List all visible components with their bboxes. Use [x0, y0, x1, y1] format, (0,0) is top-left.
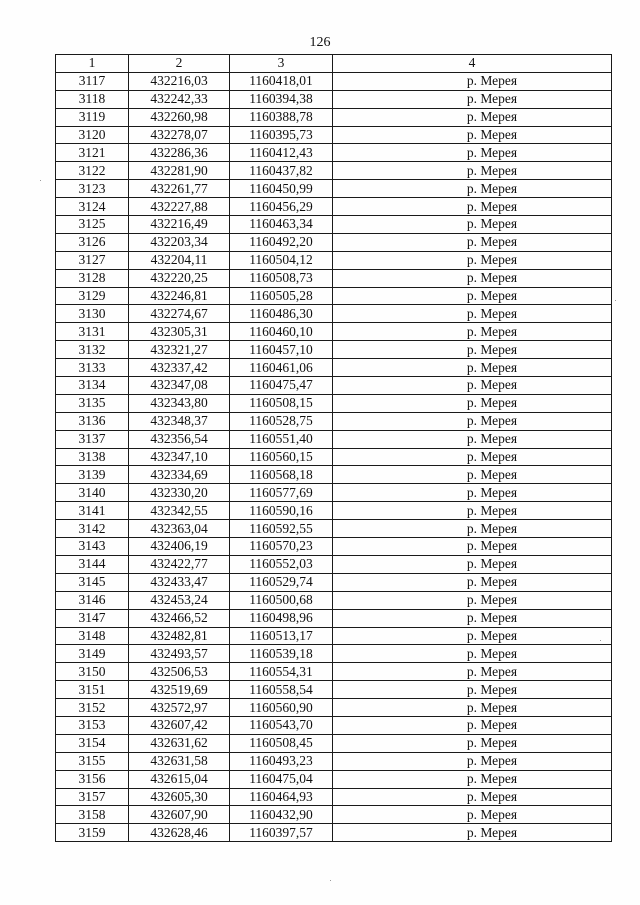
- y-coordinate-cell: 1160475,04: [230, 770, 333, 788]
- x-coordinate-cell: 432274,67: [129, 305, 230, 323]
- table-row: [56, 323, 612, 341]
- point-number-cell: 3154: [56, 734, 129, 752]
- object-name-cell: р. Мерея: [333, 788, 612, 806]
- x-coordinate-cell: 432607,90: [129, 806, 230, 824]
- x-coordinate-cell: 432628,46: [129, 824, 230, 842]
- y-coordinate-cell: 1160513,17: [230, 627, 333, 645]
- table-row: [56, 824, 612, 842]
- table-row: [56, 448, 612, 466]
- x-coordinate-cell: 432519,69: [129, 681, 230, 699]
- table-row: [56, 591, 612, 609]
- y-coordinate-cell: 1160505,28: [230, 287, 333, 305]
- table-row: [56, 734, 612, 752]
- point-number-cell: 3134: [56, 377, 129, 395]
- object-name-cell: р. Мерея: [333, 627, 612, 645]
- x-coordinate-cell: 432286,36: [129, 144, 230, 162]
- y-coordinate-cell: 1160464,93: [230, 788, 333, 806]
- point-number-cell: 3121: [56, 144, 129, 162]
- object-name-cell: р. Мерея: [333, 394, 612, 412]
- x-coordinate-cell: 432347,10: [129, 448, 230, 466]
- table-row: [56, 162, 612, 180]
- object-name-cell: р. Мерея: [333, 305, 612, 323]
- y-coordinate-cell: 1160432,90: [230, 806, 333, 824]
- object-name-cell: р. Мерея: [333, 573, 612, 591]
- point-number-cell: 3146: [56, 591, 129, 609]
- x-coordinate-cell: 432216,49: [129, 216, 230, 234]
- object-name-cell: р. Мерея: [333, 72, 612, 90]
- object-name-cell: р. Мерея: [333, 484, 612, 502]
- x-coordinate-cell: 432605,30: [129, 788, 230, 806]
- point-number-cell: 3153: [56, 716, 129, 734]
- x-coordinate-cell: 432631,62: [129, 734, 230, 752]
- object-name-cell: р. Мерея: [333, 716, 612, 734]
- y-coordinate-cell: 1160456,29: [230, 198, 333, 216]
- table-row: [56, 108, 612, 126]
- object-name-cell: р. Мерея: [333, 538, 612, 556]
- object-name-cell: р. Мерея: [333, 699, 612, 717]
- point-number-cell: 3150: [56, 663, 129, 681]
- x-coordinate-cell: 432305,31: [129, 323, 230, 341]
- table-row: [56, 663, 612, 681]
- table-row: [56, 555, 612, 573]
- point-number-cell: 3158: [56, 806, 129, 824]
- x-coordinate-cell: 432631,58: [129, 752, 230, 770]
- y-coordinate-cell: 1160450,99: [230, 180, 333, 198]
- y-coordinate-cell: 1160418,01: [230, 72, 333, 90]
- x-coordinate-cell: 432433,47: [129, 573, 230, 591]
- table-row: [56, 520, 612, 538]
- table-row: [56, 72, 612, 90]
- y-coordinate-cell: 1160577,69: [230, 484, 333, 502]
- table-row: [56, 752, 612, 770]
- point-number-cell: 3127: [56, 251, 129, 269]
- object-name-cell: р. Мерея: [333, 359, 612, 377]
- scan-speck: [40, 180, 41, 181]
- table-row: [56, 251, 612, 269]
- y-coordinate-cell: 1160539,18: [230, 645, 333, 663]
- x-coordinate-cell: 432493,57: [129, 645, 230, 663]
- point-number-cell: 3132: [56, 341, 129, 359]
- y-coordinate-cell: 1160508,15: [230, 394, 333, 412]
- table-row: [56, 269, 612, 287]
- y-coordinate-cell: 1160558,54: [230, 681, 333, 699]
- table-row: [56, 770, 612, 788]
- y-coordinate-cell: 1160460,10: [230, 323, 333, 341]
- x-coordinate-cell: 432337,42: [129, 359, 230, 377]
- column-header-1: 1: [56, 55, 129, 73]
- y-coordinate-cell: 1160498,96: [230, 609, 333, 627]
- point-number-cell: 3155: [56, 752, 129, 770]
- object-name-cell: р. Мерея: [333, 233, 612, 251]
- table-row: [56, 627, 612, 645]
- y-coordinate-cell: 1160508,45: [230, 734, 333, 752]
- object-name-cell: р. Мерея: [333, 126, 612, 144]
- y-coordinate-cell: 1160570,23: [230, 538, 333, 556]
- y-coordinate-cell: 1160508,73: [230, 269, 333, 287]
- table-row: [56, 287, 612, 305]
- table-row: [56, 573, 612, 591]
- table-row: [56, 233, 612, 251]
- y-coordinate-cell: 1160560,90: [230, 699, 333, 717]
- point-number-cell: 3140: [56, 484, 129, 502]
- x-coordinate-cell: 432242,33: [129, 90, 230, 108]
- y-coordinate-cell: 1160560,15: [230, 448, 333, 466]
- table-row: [56, 412, 612, 430]
- object-name-cell: р. Мерея: [333, 466, 612, 484]
- y-coordinate-cell: 1160543,70: [230, 716, 333, 734]
- y-coordinate-cell: 1160500,68: [230, 591, 333, 609]
- y-coordinate-cell: 1160492,20: [230, 233, 333, 251]
- y-coordinate-cell: 1160397,57: [230, 824, 333, 842]
- y-coordinate-cell: 1160528,75: [230, 412, 333, 430]
- point-number-cell: 3145: [56, 573, 129, 591]
- point-number-cell: 3139: [56, 466, 129, 484]
- object-name-cell: р. Мерея: [333, 591, 612, 609]
- point-number-cell: 3126: [56, 233, 129, 251]
- y-coordinate-cell: 1160463,34: [230, 216, 333, 234]
- object-name-cell: р. Мерея: [333, 341, 612, 359]
- object-name-cell: р. Мерея: [333, 645, 612, 663]
- object-name-cell: р. Мерея: [333, 609, 612, 627]
- x-coordinate-cell: 432278,07: [129, 126, 230, 144]
- y-coordinate-cell: 1160461,06: [230, 359, 333, 377]
- x-coordinate-cell: 432453,24: [129, 591, 230, 609]
- point-number-cell: 3152: [56, 699, 129, 717]
- y-coordinate-cell: 1160475,47: [230, 377, 333, 395]
- y-coordinate-cell: 1160592,55: [230, 520, 333, 538]
- object-name-cell: р. Мерея: [333, 162, 612, 180]
- object-name-cell: р. Мерея: [333, 770, 612, 788]
- table-row: [56, 359, 612, 377]
- x-coordinate-cell: 432342,55: [129, 502, 230, 520]
- x-coordinate-cell: 432572,97: [129, 699, 230, 717]
- object-name-cell: р. Мерея: [333, 269, 612, 287]
- object-name-cell: р. Мерея: [333, 663, 612, 681]
- object-name-cell: р. Мерея: [333, 412, 612, 430]
- table-row: [56, 430, 612, 448]
- point-number-cell: 3135: [56, 394, 129, 412]
- point-number-cell: 3151: [56, 681, 129, 699]
- scan-speck: [330, 880, 331, 881]
- x-coordinate-cell: 432348,37: [129, 412, 230, 430]
- y-coordinate-cell: 1160552,03: [230, 555, 333, 573]
- x-coordinate-cell: 432466,52: [129, 609, 230, 627]
- point-number-cell: 3141: [56, 502, 129, 520]
- y-coordinate-cell: 1160395,73: [230, 126, 333, 144]
- x-coordinate-cell: 432216,03: [129, 72, 230, 90]
- table-row: [56, 645, 612, 663]
- point-number-cell: 3137: [56, 430, 129, 448]
- y-coordinate-cell: 1160412,43: [230, 144, 333, 162]
- table-row: [56, 90, 612, 108]
- y-coordinate-cell: 1160457,10: [230, 341, 333, 359]
- point-number-cell: 3122: [56, 162, 129, 180]
- object-name-cell: р. Мерея: [333, 555, 612, 573]
- object-name-cell: р. Мерея: [333, 323, 612, 341]
- y-coordinate-cell: 1160504,12: [230, 251, 333, 269]
- point-number-cell: 3147: [56, 609, 129, 627]
- object-name-cell: р. Мерея: [333, 108, 612, 126]
- object-name-cell: р. Мерея: [333, 287, 612, 305]
- object-name-cell: р. Мерея: [333, 377, 612, 395]
- y-coordinate-cell: 1160551,40: [230, 430, 333, 448]
- y-coordinate-cell: 1160437,82: [230, 162, 333, 180]
- point-number-cell: 3130: [56, 305, 129, 323]
- y-coordinate-cell: 1160493,23: [230, 752, 333, 770]
- table-row: [56, 394, 612, 412]
- y-coordinate-cell: 1160568,18: [230, 466, 333, 484]
- scan-speck: [600, 640, 601, 641]
- scan-speck: [615, 300, 616, 301]
- x-coordinate-cell: 432220,25: [129, 269, 230, 287]
- x-coordinate-cell: 432281,90: [129, 162, 230, 180]
- x-coordinate-cell: 432607,42: [129, 716, 230, 734]
- point-number-cell: 3120: [56, 126, 129, 144]
- y-coordinate-cell: 1160590,16: [230, 502, 333, 520]
- x-coordinate-cell: 432321,27: [129, 341, 230, 359]
- point-number-cell: 3149: [56, 645, 129, 663]
- y-coordinate-cell: 1160554,31: [230, 663, 333, 681]
- x-coordinate-cell: 432343,80: [129, 394, 230, 412]
- table-row: [56, 126, 612, 144]
- point-number-cell: 3125: [56, 216, 129, 234]
- coordinates-table: [55, 54, 612, 842]
- table-row: [56, 377, 612, 395]
- table-row: [56, 180, 612, 198]
- object-name-cell: р. Мерея: [333, 681, 612, 699]
- x-coordinate-cell: 432356,54: [129, 430, 230, 448]
- point-number-cell: 3124: [56, 198, 129, 216]
- table-row: [56, 216, 612, 234]
- table-row: [56, 466, 612, 484]
- object-name-cell: р. Мерея: [333, 824, 612, 842]
- object-name-cell: р. Мерея: [333, 216, 612, 234]
- table-row: [56, 502, 612, 520]
- x-coordinate-cell: 432246,81: [129, 287, 230, 305]
- point-number-cell: 3156: [56, 770, 129, 788]
- point-number-cell: 3157: [56, 788, 129, 806]
- table-row: [56, 305, 612, 323]
- table-row: [56, 484, 612, 502]
- table-row: [56, 699, 612, 717]
- point-number-cell: 3143: [56, 538, 129, 556]
- y-coordinate-cell: 1160388,78: [230, 108, 333, 126]
- table-row: [56, 609, 612, 627]
- point-number-cell: 3123: [56, 180, 129, 198]
- table-row: [56, 341, 612, 359]
- point-number-cell: 3144: [56, 555, 129, 573]
- point-number-cell: 3128: [56, 269, 129, 287]
- object-name-cell: р. Мерея: [333, 448, 612, 466]
- y-coordinate-cell: 1160529,74: [230, 573, 333, 591]
- object-name-cell: р. Мерея: [333, 502, 612, 520]
- object-name-cell: р. Мерея: [333, 734, 612, 752]
- point-number-cell: 3138: [56, 448, 129, 466]
- point-number-cell: 3131: [56, 323, 129, 341]
- point-number-cell: 3119: [56, 108, 129, 126]
- x-coordinate-cell: 432334,69: [129, 466, 230, 484]
- object-name-cell: р. Мерея: [333, 430, 612, 448]
- x-coordinate-cell: 432261,77: [129, 180, 230, 198]
- y-coordinate-cell: 1160486,30: [230, 305, 333, 323]
- table-row: [56, 788, 612, 806]
- object-name-cell: р. Мерея: [333, 144, 612, 162]
- table-row: [56, 538, 612, 556]
- x-coordinate-cell: 432482,81: [129, 627, 230, 645]
- point-number-cell: 3133: [56, 359, 129, 377]
- object-name-cell: р. Мерея: [333, 520, 612, 538]
- point-number-cell: 3129: [56, 287, 129, 305]
- point-number-cell: 3142: [56, 520, 129, 538]
- y-coordinate-cell: 1160394,38: [230, 90, 333, 108]
- column-header-4: 4: [333, 55, 612, 73]
- point-number-cell: 3118: [56, 90, 129, 108]
- page-number: 126: [309, 35, 331, 50]
- object-name-cell: р. Мерея: [333, 806, 612, 824]
- x-coordinate-cell: 432506,53: [129, 663, 230, 681]
- table-row: [56, 144, 612, 162]
- point-number-cell: 3159: [56, 824, 129, 842]
- x-coordinate-cell: 432422,77: [129, 555, 230, 573]
- table-row: [56, 716, 612, 734]
- object-name-cell: р. Мерея: [333, 251, 612, 269]
- table-row: [56, 806, 612, 824]
- object-name-cell: р. Мерея: [333, 90, 612, 108]
- object-name-cell: р. Мерея: [333, 180, 612, 198]
- object-name-cell: р. Мерея: [333, 198, 612, 216]
- x-coordinate-cell: 432204,11: [129, 251, 230, 269]
- x-coordinate-cell: 432406,19: [129, 538, 230, 556]
- x-coordinate-cell: 432347,08: [129, 377, 230, 395]
- x-coordinate-cell: 432203,34: [129, 233, 230, 251]
- x-coordinate-cell: 432330,20: [129, 484, 230, 502]
- table-row: [56, 681, 612, 699]
- table-row: [56, 198, 612, 216]
- x-coordinate-cell: 432363,04: [129, 520, 230, 538]
- column-header-3: 3: [230, 55, 333, 73]
- column-header-2: 2: [129, 55, 230, 73]
- object-name-cell: р. Мерея: [333, 752, 612, 770]
- x-coordinate-cell: 432615,04: [129, 770, 230, 788]
- point-number-cell: 3148: [56, 627, 129, 645]
- point-number-cell: 3117: [56, 72, 129, 90]
- x-coordinate-cell: 432260,98: [129, 108, 230, 126]
- x-coordinate-cell: 432227,88: [129, 198, 230, 216]
- point-number-cell: 3136: [56, 412, 129, 430]
- table-header-row: [56, 55, 612, 73]
